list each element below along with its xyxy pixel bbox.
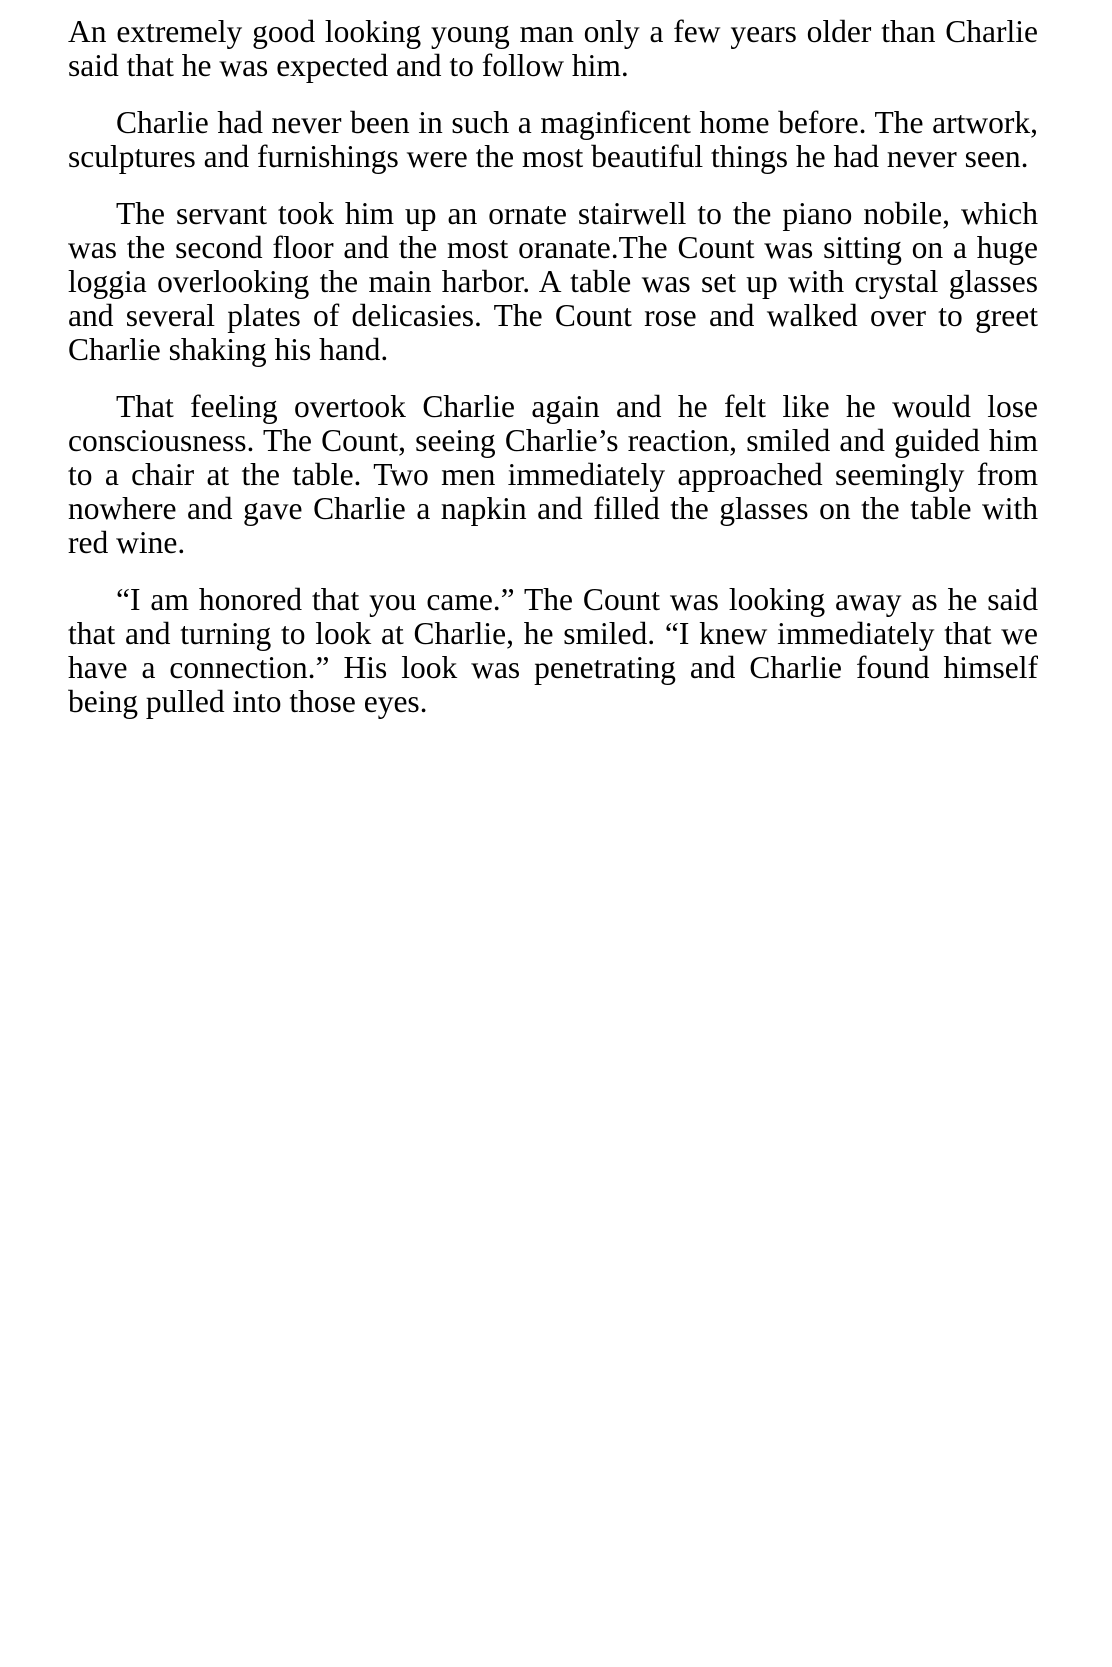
- paragraph: The servant took him up an ornate stairwell to the piano nobile, which was the second floor and the most oranate.The Count was sitting on a huge loggia overlooking the main harbor. A table was set up with crystal glasses and several plates of delicasies. The Count rose and walked over to greet Charlie shaking his hand.: [68, 196, 1038, 367]
- paragraph: That feeling overtook Charlie again and he felt like he would lose consciousness. The Count, seeing Charlie’s reaction, smiled and guided him to a chair at the table. Two men immediately approached seemingly from nowhere and gave Charlie a napkin and filled the glasses on the table with red wine.: [68, 389, 1038, 560]
- paragraph: Charlie had never been in such a maginficent home before. The artwork, sculptures and furnishings were the most beautiful things he had never seen.: [68, 105, 1038, 174]
- paragraph: An extremely good looking young man only a few years older than Charlie said that he was expected and to follow him.: [68, 14, 1038, 83]
- paragraph: “I am honored that you came.” The Count was looking away as he said that and turning to look at Charlie, he smiled. “I knew immediately that we have a connection.” His look was penetrating and Charlie found himself being pulled into those eyes.: [68, 582, 1038, 719]
- text-column: [68, 15, 1038, 719]
